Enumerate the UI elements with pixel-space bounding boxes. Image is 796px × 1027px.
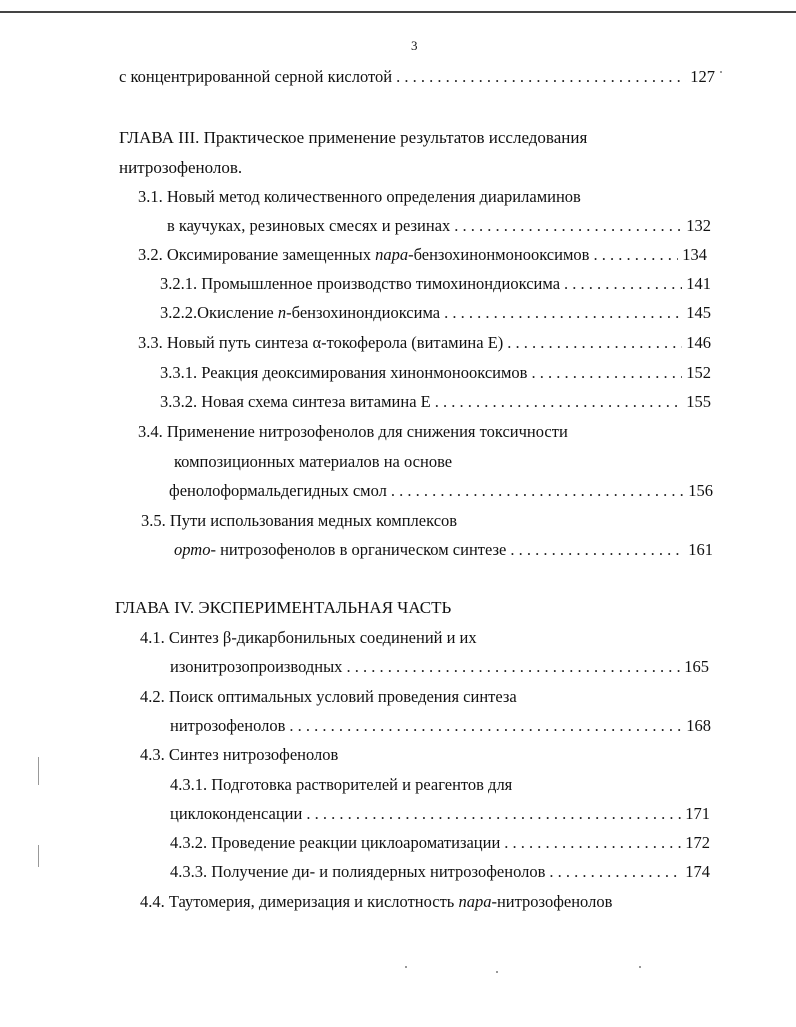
text-part: - нитрозофенолов в органическом синтезе — [210, 540, 507, 559]
toc-entry — [170, 861, 710, 883]
toc-entry — [138, 332, 711, 354]
dot-leader — [549, 861, 681, 883]
scan-speck — [496, 971, 498, 973]
chapter-4-title: ГЛАВА IV. ЭКСПЕРИМЕНТАЛЬНАЯ ЧАСТЬ — [115, 598, 452, 617]
toc-entry — [138, 244, 707, 266]
toc-page-number: 132 — [686, 216, 711, 235]
text-part: -бензохинондиоксима — [286, 303, 441, 322]
toc-page-number: 161 — [688, 540, 713, 559]
toc-entry — [138, 421, 568, 443]
toc-page-number: 145 — [686, 303, 711, 322]
page-number: 3 — [411, 38, 418, 53]
dot-leader — [531, 362, 682, 384]
dot-leader — [454, 215, 682, 237]
toc-entry-text: 3.5. Пути использования медных комплексов — [141, 511, 458, 530]
toc-page-number: 171 — [685, 804, 710, 823]
chapter-heading — [119, 127, 587, 149]
toc-entry-text: 4.2. Поиск оптимальных условий проведения синтеза — [140, 687, 517, 706]
dot-leader — [435, 391, 683, 413]
dot-leader — [289, 715, 682, 737]
text-part: -нитрозофенолов — [491, 892, 613, 911]
toc-entry-text: 4.1. Синтез β-дикарбонильных соединений и их — [140, 628, 477, 647]
dot-leader — [306, 803, 681, 825]
dot-leader — [593, 244, 678, 266]
toc-entry-text — [174, 539, 506, 561]
toc-page-number: 127 — [690, 67, 715, 86]
toc-entry-text: 3.1. Новый метод количественного определения диариламинов — [138, 187, 581, 206]
toc-entry — [170, 803, 710, 825]
toc-entry-text — [140, 891, 612, 913]
toc-entry-text: 4.3.1. Подготовка растворителей и реагентов для — [170, 775, 513, 794]
italic-part: орто — [174, 540, 211, 559]
dot-leader — [346, 656, 680, 678]
chapter-3-title-cont: нитрозофенолов. — [119, 158, 243, 177]
text-part: -бензохинонмонооксимов — [408, 245, 590, 264]
italic-part: пара — [458, 892, 492, 911]
dot-leader — [507, 332, 682, 354]
chapter-3-title: ГЛАВА III. Практическое применение результатов исследования — [119, 128, 588, 147]
italic-part: пара — [375, 245, 409, 264]
toc-page-number: 165 — [684, 657, 709, 676]
toc-entry-text — [160, 302, 440, 324]
toc-entry — [140, 627, 477, 649]
toc-entry — [170, 774, 512, 796]
toc-entry — [174, 451, 452, 473]
toc-entry-text: 3.3. Новый путь синтеза α-токоферола (витамина Е) — [138, 333, 504, 352]
toc-entry-text: в каучуках, резиновых смесях и резинах — [167, 216, 451, 235]
toc-entry — [170, 715, 711, 737]
toc-page-number: 152 — [686, 363, 711, 382]
toc-page-number: 172 — [685, 833, 710, 852]
toc-entry — [119, 66, 715, 88]
toc-entry-text: 3.3.2. Новая схема синтеза витамина Е — [160, 392, 431, 411]
toc-entry-text: 4.3.3. Получение ди- и полиядерных нитрозофенолов — [170, 862, 546, 881]
toc-page-number: 174 — [685, 862, 710, 881]
toc-entry-text: фенолоформальдегидных смол — [169, 481, 387, 500]
toc-entry — [170, 656, 709, 678]
scan-margin-mark — [38, 757, 39, 785]
toc-entry — [140, 686, 517, 708]
dot-leader — [510, 539, 684, 561]
text-part: 4.4. Таутомерия, димеризация и кислотность — [140, 892, 459, 911]
toc-page-number: 146 — [686, 333, 711, 352]
chapter-heading-continued — [119, 157, 242, 179]
scan-speck — [720, 71, 722, 73]
toc-entry — [140, 744, 338, 766]
toc-entry — [167, 215, 711, 237]
dot-leader — [504, 832, 681, 854]
dot-leader — [391, 480, 684, 502]
scan-margin-mark — [38, 845, 39, 867]
toc-entry — [170, 832, 710, 854]
toc-entry-text: с концентрированной серной кислотой — [119, 67, 393, 86]
scan-speck — [639, 966, 641, 968]
dot-leader — [396, 66, 686, 88]
toc-entry — [160, 391, 711, 413]
text-part: 3.2.2.Окисление — [160, 303, 278, 322]
top-border-line — [0, 11, 796, 13]
dot-leader — [564, 273, 682, 295]
toc-entry — [141, 510, 457, 532]
toc-entry — [138, 186, 581, 208]
toc-entry-text: циклоконденсации — [170, 804, 303, 823]
toc-page-number: 134 — [682, 245, 707, 264]
toc-entry-text: 3.2.1. Промышленное производство тимохинондиоксима — [160, 274, 561, 293]
toc-entry-text: 4.3.2. Проведение реакции циклоароматизации — [170, 833, 501, 852]
text-part: 3.2. Оксимирование замещенных — [138, 245, 376, 264]
toc-entry-text: 3.3.1. Реакция деоксимирования хинонмонооксимов — [160, 363, 528, 382]
dot-leader — [444, 302, 682, 324]
toc-entry — [140, 891, 612, 913]
toc-entry-text — [138, 244, 589, 266]
toc-entry-text: нитрозофенолов — [170, 716, 286, 735]
toc-entry-text: композиционных материалов на основе — [174, 452, 453, 471]
scan-speck — [405, 966, 407, 968]
toc-entry — [174, 539, 713, 561]
toc-entry-text: 4.3. Синтез нитрозофенолов — [140, 745, 339, 764]
italic-part: n — [277, 303, 287, 322]
toc-page-number: 141 — [686, 274, 711, 293]
toc-entry — [169, 480, 713, 502]
toc-page-number: 155 — [686, 392, 711, 411]
toc-page-number: 156 — [688, 481, 713, 500]
toc-page-number: 168 — [686, 716, 711, 735]
toc-entry-text: 3.4. Применение нитрозофенолов для снижения токсичности — [138, 422, 568, 441]
toc-entry — [160, 302, 711, 324]
toc-entry — [160, 362, 711, 384]
chapter-heading — [115, 597, 451, 619]
toc-entry — [160, 273, 711, 295]
toc-entry-text: изонитрозопроизводных — [170, 657, 343, 676]
